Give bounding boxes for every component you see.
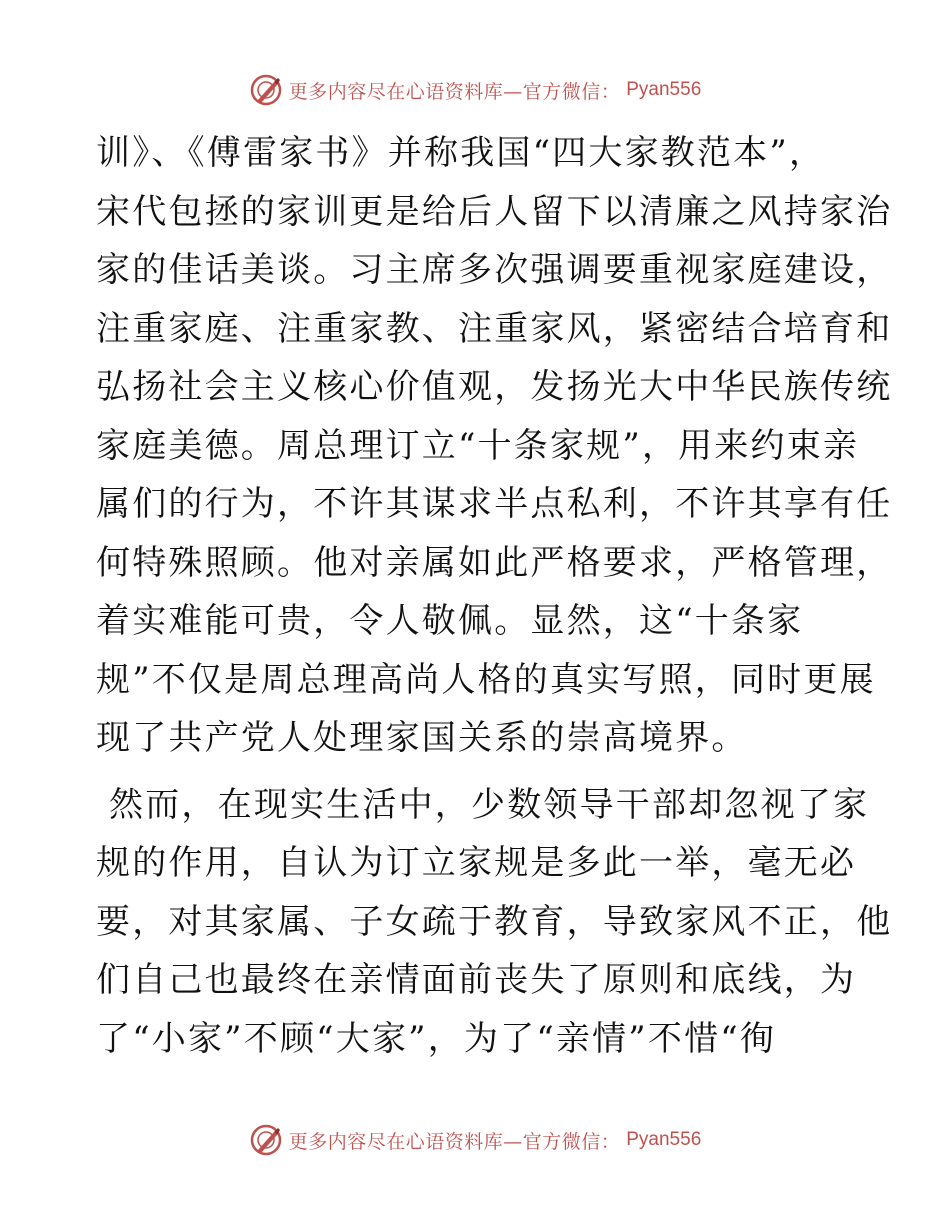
text-line: 训》、《傅雷家书》并称我国“四大家教范本”， [96,133,826,173]
text-line: 注重家庭、注重家教、注重家风，紧密结合培育和 [96,308,893,349]
text-line: 着实难能可贵，令人敬佩。显然，这“十条家 [96,601,804,641]
document-body [96,124,893,1068]
text-line: 宋代包拯的家训更是给后人留下以清廉之风持家治 [96,191,893,232]
paragraph-2 [96,776,893,1069]
footer-watermark-banner [0,1120,950,1160]
text-line: 属们的行为，不许其谋求半点私利，不许其享有任 [96,484,893,524]
text-line: 何特殊照顾。他对亲属如此严格要求，严格管理， [96,542,893,583]
paragraph-spacer [96,768,856,776]
paragraph-1 [96,124,893,768]
pen-logo-icon [249,1123,283,1157]
text-line: 弘扬社会主义核心价值观，发扬光大中华民族传统 [96,367,893,407]
text-line: 家庭美德。周总理订立“十条家规”，用来约束亲 [96,425,860,466]
header-wechat-id: Pyan556 [626,79,702,100]
text-line: 现了共产党人处理家国关系的崇高境界。 [96,718,748,758]
text-line: 然而，在现实生活中，少数领导干部却忽视了家 [96,784,870,825]
text-line: 要，对其家属、子女疏于教育，导致家风不正，他 [96,901,893,942]
text-line: 规的作用，自认为订立家规是多此一举，毫无必 [96,843,857,883]
text-line: 们自己也最终在亲情面前丧失了原则和底线，为 [96,960,857,1000]
text-line: 家的佳话美谈。习主席多次强调要重视家庭建设， [96,250,893,290]
header-banner-text: 更多内容尽在心语资料库—官方微信： [288,80,621,103]
text-line: 规”不仅是周总理高尚人格的真实写照，同时更展 [96,659,876,700]
pen-logo-icon [249,73,283,107]
footer-wechat-id: Pyan556 [626,1129,702,1150]
footer-banner-text: 更多内容尽在心语资料库—官方微信： [288,1130,621,1153]
header-watermark-banner [0,70,950,110]
text-line: 了“小家”不顾“大家”，为了“亲情”不惜“徇 [96,1018,777,1059]
